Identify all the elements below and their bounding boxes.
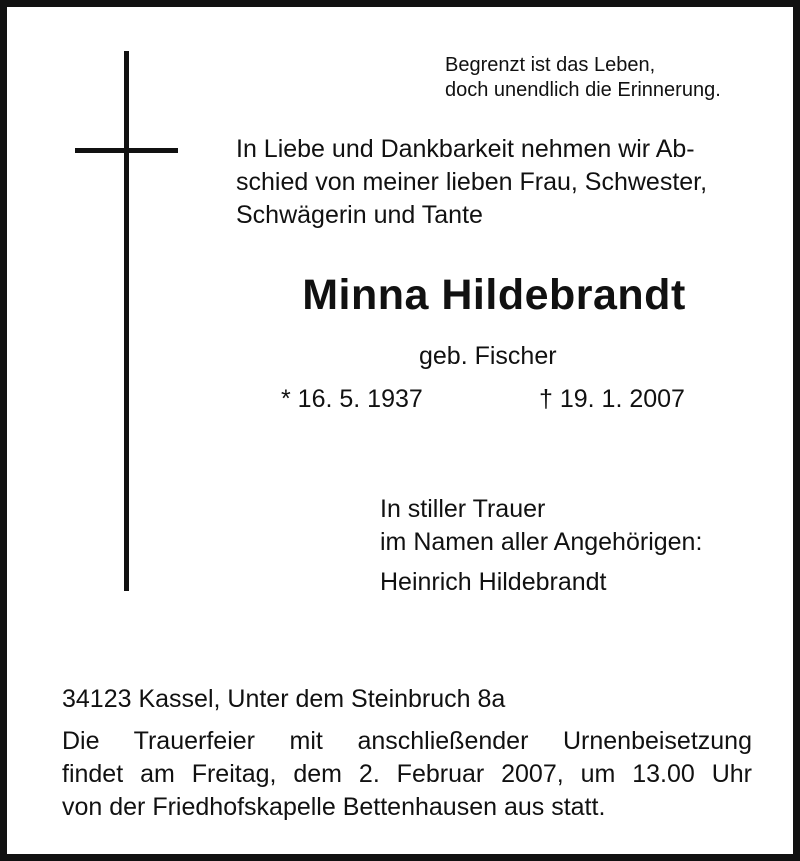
ceremony-line: findet am Freitag, dem 2. Februar 2007, um 13.00 Uhr (62, 760, 752, 788)
death-date: † 19. 1. 2007 (539, 385, 685, 413)
ceremony-line: von der Friedhofskapelle Bettenhausen aus statt. (62, 793, 606, 821)
address-line: 34123 Kassel, Unter dem Steinbruch 8a (62, 685, 506, 713)
signer-name: Heinrich Hildebrandt (380, 568, 607, 596)
motto-quote (445, 53, 721, 103)
mourning-text (380, 493, 702, 559)
maiden-name: geb. Fischer (419, 342, 557, 370)
cross-horizontal-bar (75, 148, 178, 153)
motto-line: Begrenzt ist das Leben, (445, 54, 656, 76)
birth-date: * 16. 5. 1937 (281, 385, 423, 413)
intro-line: Schwägerin und Tante (236, 201, 483, 229)
ceremony-info (62, 725, 752, 824)
intro-line: In Liebe und Dankbarkeit nehmen wir Ab- (236, 135, 695, 163)
cross-vertical-bar (124, 51, 129, 591)
intro-line: schied von meiner lieben Frau, Schwester, (236, 168, 708, 196)
ceremony-line: Die Trauerfeier mit anschließender Urnenbeisetzung (62, 727, 752, 755)
mourning-line: im Namen aller Angehörigen: (380, 528, 703, 556)
deceased-name: Minna Hildebrandt (302, 271, 686, 319)
motto-line: doch unendlich die Erinnerung. (445, 79, 721, 101)
intro-text (236, 133, 707, 232)
mourning-line: In stiller Trauer (380, 495, 546, 523)
